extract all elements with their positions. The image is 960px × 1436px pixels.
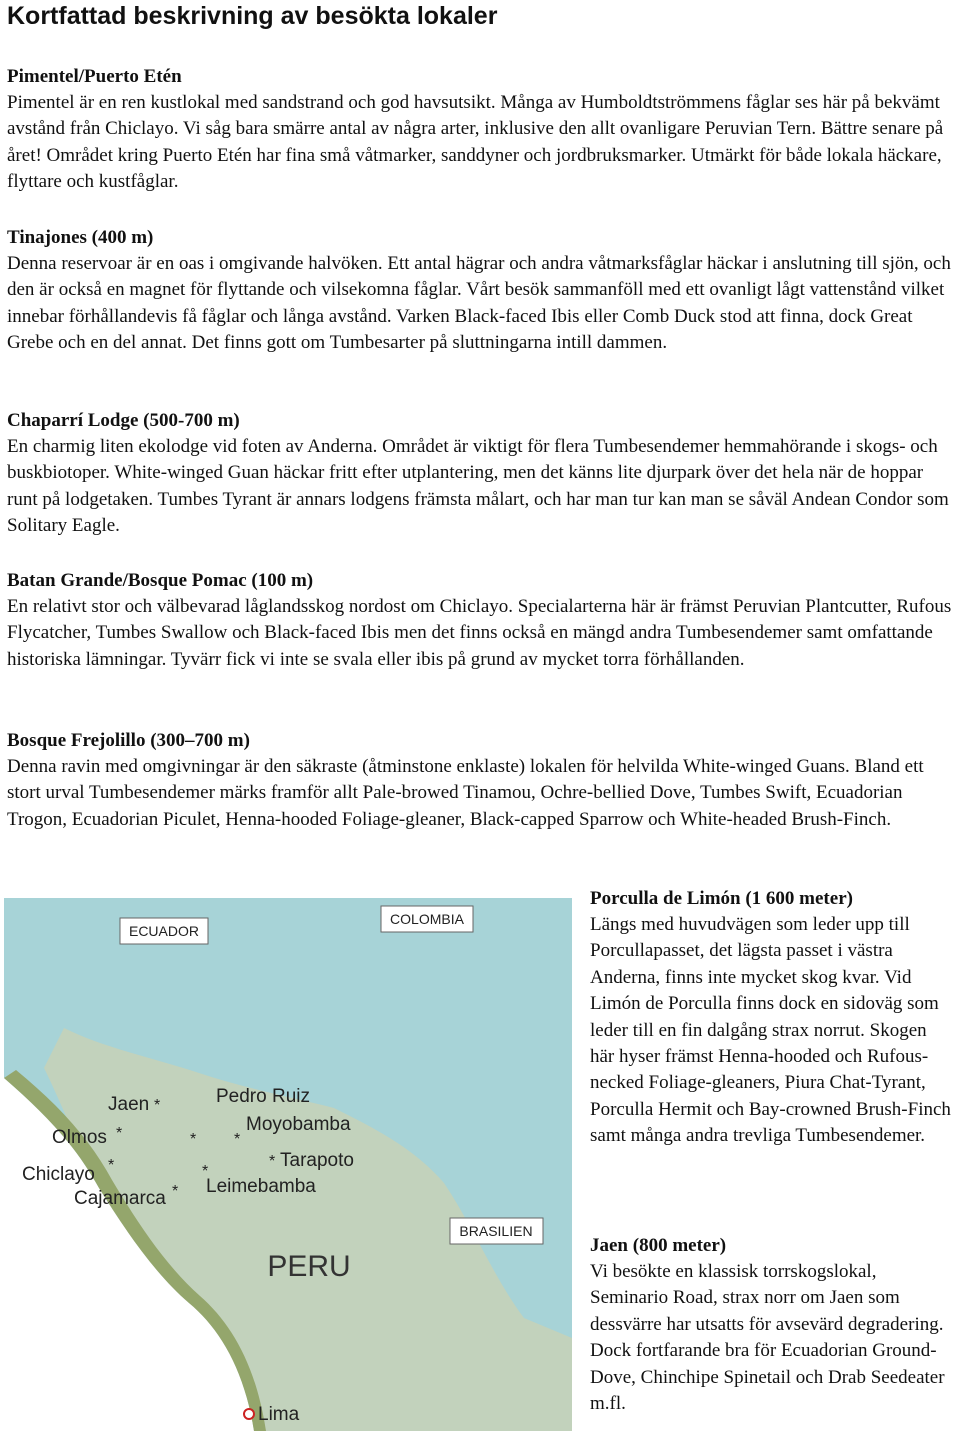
svg-text:COLOMBIA: COLOMBIA: [390, 911, 464, 927]
section-heading: Bosque Frejolillo (300–700 m): [7, 730, 250, 751]
place-marker: *: [116, 1125, 123, 1142]
country-label-ecuador: [120, 918, 208, 944]
section-heading: Pimentel/Puerto Etén: [7, 66, 182, 87]
section-heading: Jaen (800 meter): [590, 1235, 727, 1256]
place-marker: *: [202, 1163, 209, 1180]
section-text: Vi besökte en klassisk torrskogslokal, Seminario Road, strax norr om Jaen som dessvärre har utsatts för avsevärd degradering. Dock fortfarande bra för Ecuadorian Ground-Dove, Chinchipe Spinetail och Drab Seedeater m.fl.: [590, 1261, 945, 1415]
place-label-tarapoto: Tarapoto: [280, 1150, 354, 1171]
place-label-chiclayo: Chiclayo: [22, 1164, 95, 1185]
section-jaen: [590, 1233, 955, 1417]
place-label-jaen: Jaen: [108, 1094, 150, 1115]
country-label-peru: PERU: [267, 1250, 351, 1283]
place-label-olmos: Olmos: [52, 1127, 107, 1148]
place-label-moyobamba: Moyobamba: [246, 1114, 351, 1135]
place-marker: *: [190, 1131, 197, 1148]
svg-text:BRASILIEN: BRASILIEN: [459, 1223, 533, 1239]
place-label-lima: Lima: [258, 1404, 300, 1425]
section-text: Pimentel är en ren kustlokal med sandstrand och god havsutsikt. Många av Humboldtströmmens fåglar ses här på bekvämt avstånd från Chiclayo. Vi såg bara smärre antal av några arter, inklusive den allt ovanligare Peruvian Tern. Bättre senare på året! Området kring Puerto Etén har fina små våtmarker, sanddyner och jordbruksmarker. Utmärkt för både lokala häckare, flyttare och kustfåglar.: [7, 92, 944, 193]
section-porculla: [590, 886, 955, 1150]
place-marker: *: [234, 1131, 241, 1148]
place-label-leimebamba: Leimebamba: [206, 1176, 316, 1197]
section-heading: Batan Grande/Bosque Pomac (100 m): [7, 570, 314, 591]
section-text: Denna reservoar är en oas i omgivande halvöken. Ett antal hägrar och andra våtmarksfåglar häckar i anslutning till sjön, och den är också en magnet för flyttande och vilsekomna fåglar. Vårt besök sammanföll med ett ovanligt lågt vattenstånd vilket innebar förhållandevis få fåglar och långa avstånd. Varken Black-faced Ibis eller Comb Duck stod att finna, dock Great Grebe och en del annat. Det finns gott om Tumbesarter på sluttningarna intill dammen.: [7, 253, 951, 354]
svg-text:ECUADOR: ECUADOR: [128, 923, 200, 939]
section-text: En relativt stor och välbevarad låglandsskog nordost om Chiclayo. Specialarterna här är främst Peruvian Plantcutter, Rufous Flycatcher, Tumbes Swallow och Black-faced Ibis men det finns också en mängd andra Tumbesendemer samt omfattande historiska lämningar. Tyvärr fick vi inte se svala eller ibis på grund av mycket torra förhållanden.: [7, 596, 952, 670]
section-heading: Tinajones (400 m): [7, 227, 154, 248]
place-marker: *: [154, 1097, 161, 1114]
section-text: En charmig liten ekolodge vid foten av Anderna. Området är viktigt för flera Tumbesendemer hemmahörande i skogs- och buskbiotoper. White-winged Guan häckar fritt efter utplantering, men det känns lite djurpark över det hela när de hoppar runt på lodgetaken. Tumbes Tyrant är annars lodgens främsta målart, och har man tur kan man se såväl Andean Condor som Solitary Eagle.: [7, 436, 949, 537]
capital-marker: [244, 1409, 254, 1419]
section-text: Längs med huvudvägen som leder upp till Porcullapasset, det lägsta passet i västra Anderna, finns inte mycket skog kvar. Vid Limón de Porculla finns dock en sidoväg som leder till en fin dalgång strax norrut. Skogen här hyser främst Henna-hooded och Rufous-necked Foliage-gleaners, Piura Chat-Tyrant, Porculla Hermit och Bay-crowned Brush-Finch samt många andra trevliga Tumbesendemer.: [590, 914, 951, 1147]
place-marker: *: [269, 1153, 276, 1170]
section-text: Denna ravin med omgivningar är den säkraste (åtminstone enklaste) lokalen för helvilda White-winged Guans. Bland ett stort urval Tumbesendemer märks framför allt Pale-browed Tinamou, Ochre-bellied Dove, Tumbes Swift, Ecuadorian Trogon, Ecuadorian Piculet, Henna-hooded Foliage-gleaner, Black-capped Sparrow och White-headed Brush-Finch.: [7, 756, 924, 830]
section-pimentel: [7, 64, 953, 196]
map-figure: [4, 898, 572, 1431]
place-label-cajamarca: Cajamarca: [74, 1188, 166, 1209]
section-chaparri: [7, 408, 953, 540]
section-heading: Porculla de Limón (1 600 meter): [590, 888, 853, 909]
section-heading: Chaparrí Lodge (500-700 m): [7, 410, 240, 431]
section-tinajones: [7, 225, 953, 357]
page-title: Kortfattad beskrivning av besökta lokaler: [7, 2, 498, 30]
country-label-brasilien: [450, 1218, 543, 1244]
place-marker: *: [108, 1157, 115, 1174]
section-frejolillo: [7, 728, 953, 833]
place-label-pedro-ruiz: Pedro Ruiz: [216, 1086, 310, 1107]
section-batan-grande: [7, 568, 953, 673]
country-label-colombia: [381, 906, 473, 932]
place-marker: *: [172, 1183, 179, 1200]
